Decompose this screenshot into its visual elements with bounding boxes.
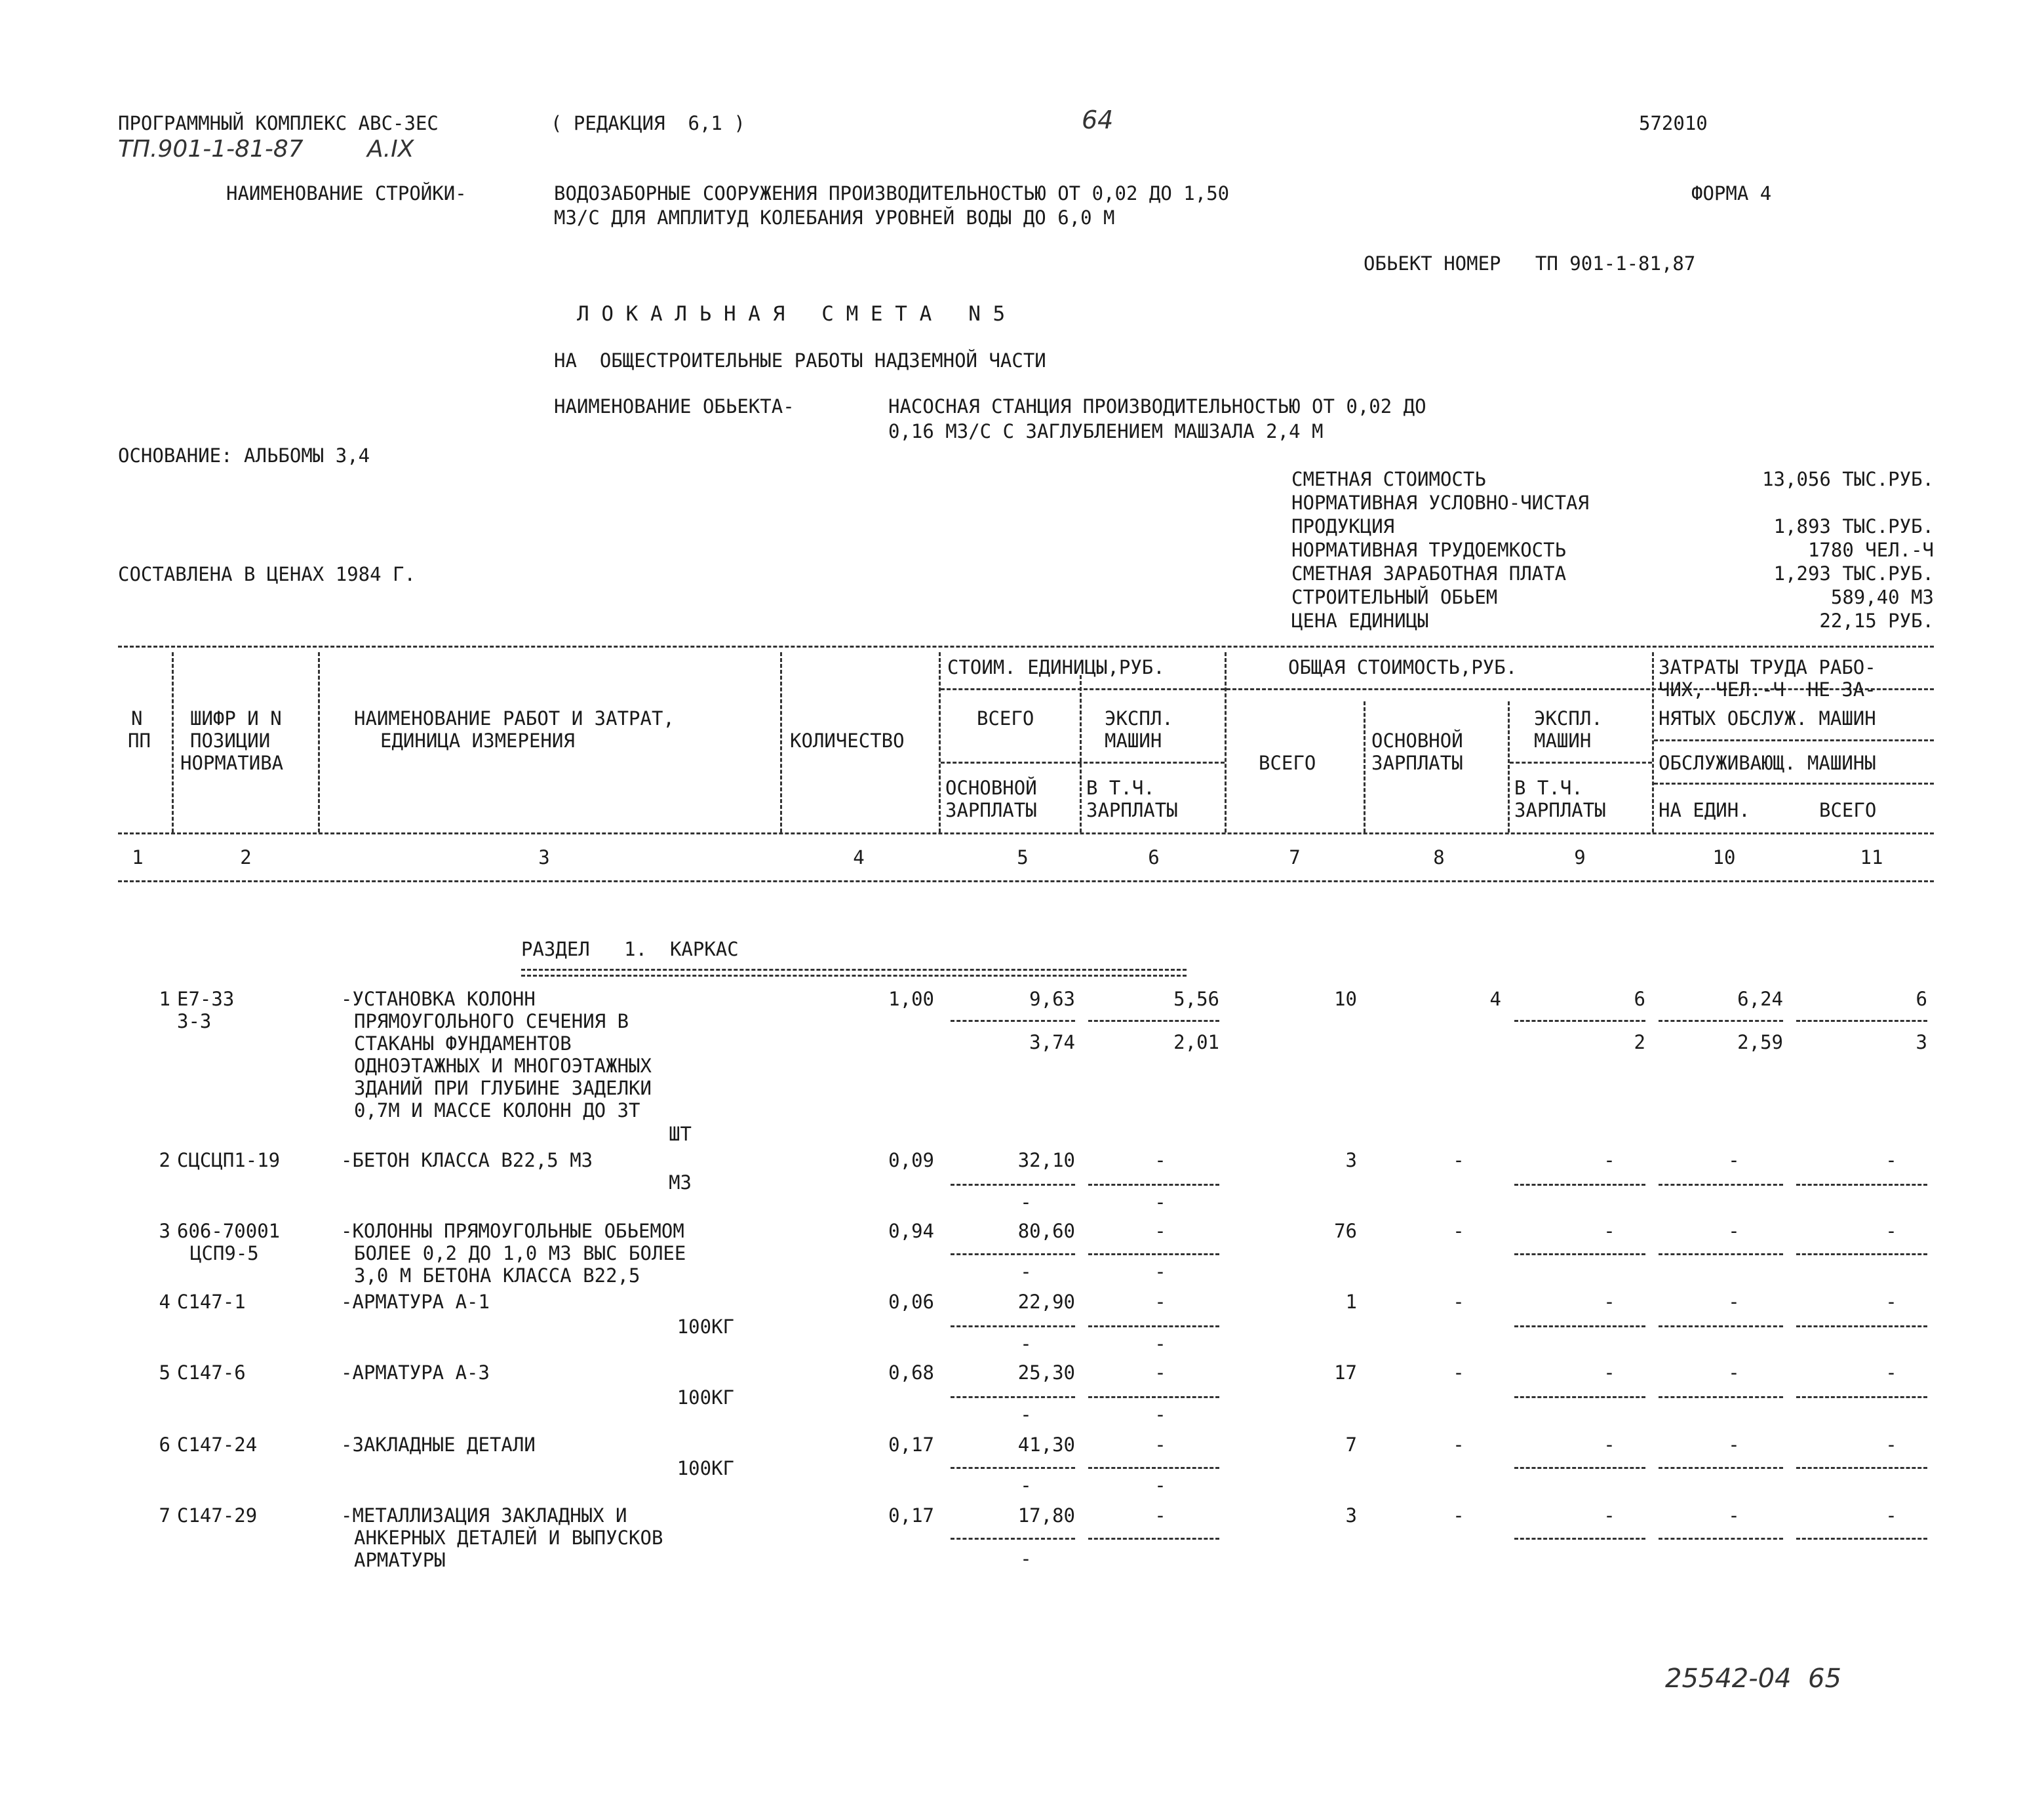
row-labor-unit: -	[1728, 1291, 1740, 1313]
building-name-line2: М3/С ДЛЯ АМПЛИТУД КОЛЕБАНИЯ УРОВНЕЙ ВОДЫ ДО 6,0 М	[554, 206, 1115, 229]
row-unit-total: 17,80	[1017, 1504, 1075, 1527]
row-labor-total: -	[1885, 1291, 1897, 1313]
row-name: -БЕТОН КЛАССА В22,5 М3	[341, 1149, 593, 1171]
row-unit-incl: -	[1154, 1260, 1166, 1283]
row-name: -КОЛОННЫ ПРЯМОУГОЛЬНЫЕ ОБЬЕМОМ	[341, 1220, 684, 1242]
row-qty: 0,68	[888, 1361, 934, 1384]
row-unit-base: -	[1020, 1403, 1032, 1426]
row-number: 4	[159, 1291, 170, 1313]
col-number: 6	[1148, 846, 1160, 869]
col-total-all-header: ВСЕГО	[1259, 752, 1316, 774]
row-unit-base: -	[1020, 1474, 1032, 1496]
row-name: ЗДАНИЙ ПРИ ГЛУБИНЕ ЗАДЕЛКИ	[354, 1077, 652, 1099]
col-labor-header: ЗАТРАТЫ ТРУДА РАБО-	[1659, 656, 1876, 678]
col-number: 5	[1017, 846, 1029, 869]
row-qty: 1,00	[888, 988, 934, 1010]
row-unit-mach: -	[1154, 1434, 1166, 1456]
object-name-line1: НАСОСНАЯ СТАНЦИЯ ПРОИЗВОДИТЕЛЬНОСТЬЮ ОТ 0,02 ДО	[888, 395, 1426, 418]
row-unit-total: 80,60	[1017, 1220, 1075, 1242]
col-number: 2	[240, 846, 252, 869]
col-labor-total-header: ВСЕГО	[1819, 799, 1877, 821]
row-total-base: -	[1453, 1504, 1464, 1527]
row-unit-total: 22,90	[1017, 1291, 1075, 1313]
row-labor-total: 6	[1916, 988, 1927, 1010]
row-unit-base: -	[1020, 1333, 1032, 1355]
summary-value: 1,893 ТЫС.РУБ.	[1773, 515, 1934, 537]
col-total-base-header: ЗАРПЛАТЫ	[1371, 752, 1463, 774]
row-unit-base: 3,74	[1029, 1031, 1075, 1053]
col-total-mach-header: ЭКСПЛ.	[1534, 707, 1603, 730]
row-number: 3	[159, 1220, 170, 1242]
row-unit-mach: -	[1154, 1504, 1166, 1527]
row-unit-incl: 2,01	[1173, 1031, 1219, 1053]
row-unit-mach: 5,56	[1173, 988, 1219, 1010]
row-labor-unit-mach: 2,59	[1737, 1031, 1783, 1053]
row-name: АРМАТУРЫ	[354, 1549, 446, 1571]
row-unit: 100КГ	[677, 1457, 734, 1479]
row-code: ЦСП9-5	[190, 1242, 259, 1264]
col-code-header: ПОЗИЦИИ	[190, 730, 271, 752]
col-number: 1	[132, 846, 144, 869]
row-qty: 0,06	[888, 1291, 934, 1313]
row-total-base: 4	[1489, 988, 1501, 1010]
row-labor-total: -	[1885, 1149, 1897, 1171]
row-unit-total: 41,30	[1017, 1434, 1075, 1456]
row-total-base: -	[1453, 1434, 1464, 1456]
row-code: Е7-33	[177, 988, 235, 1010]
row-code: С147-29	[177, 1504, 258, 1527]
col-number: 11	[1860, 846, 1883, 869]
col-code-header: НОРМАТИВА	[180, 752, 284, 774]
estimate-subtitle: НА ОБЩЕСТРОИТЕЛЬНЫЕ РАБОТЫ НАДЗЕМНОЙ ЧАСТИ	[554, 349, 1046, 372]
row-labor-unit: -	[1728, 1504, 1740, 1527]
summary-label: СМЕТНАЯ СТОИМОСТЬ	[1291, 468, 1486, 490]
row-name: -АРМАТУРА А-3	[341, 1361, 490, 1384]
col-total-incl-header: ЗАРПЛАТЫ	[1514, 799, 1606, 821]
row-labor-unit: -	[1728, 1361, 1740, 1384]
row-name: БОЛЕЕ 0,2 ДО 1,0 М3 ВЫС БОЛЕЕ	[354, 1242, 686, 1264]
row-name: -АРМАТУРА А-1	[341, 1291, 490, 1313]
object-label: НАИМЕНОВАНИЕ ОБЬЕКТА-	[554, 395, 795, 418]
col-labor-mach-header: ОБСЛУЖИВАЮЩ. МАШИНЫ	[1659, 752, 1876, 774]
col-number: 3	[538, 846, 550, 869]
row-total-mach: -	[1603, 1504, 1615, 1527]
page-number: 64	[1082, 106, 1114, 134]
handwritten-project-code: ТП.901-1-81-87	[118, 136, 304, 163]
row-number: 5	[159, 1361, 170, 1384]
row-code: 3-3	[177, 1010, 212, 1032]
handwritten-album: А.IX	[367, 136, 414, 163]
row-labor-total: -	[1885, 1434, 1897, 1456]
building-label: НАИМЕНОВАНИЕ СТРОЙКИ-	[226, 182, 467, 205]
handwritten-footer-note: 25542-04 65	[1665, 1664, 1841, 1694]
row-total-mach: -	[1603, 1220, 1615, 1242]
row-number: 1	[159, 988, 170, 1010]
row-name: -УСТАНОВКА КОЛОНН	[341, 988, 536, 1010]
row-labor-unit: -	[1728, 1149, 1740, 1171]
summary-label: ЦЕНА ЕДИНИЦЫ	[1291, 610, 1429, 632]
row-total: 10	[1334, 988, 1357, 1010]
row-labor-unit: -	[1728, 1434, 1740, 1456]
row-labor-unit: 6,24	[1737, 988, 1783, 1010]
col-name-header: НАИМЕНОВАНИЕ РАБОТ И ЗАТРАТ,	[354, 707, 675, 730]
col-total-mach-header: МАШИН	[1534, 730, 1592, 752]
row-total: 3	[1345, 1149, 1357, 1171]
row-unit-mach: -	[1154, 1149, 1166, 1171]
summary-label: НОРМАТИВНАЯ ТРУДОЕМКОСТЬ	[1291, 539, 1567, 561]
summary-value: 13,056 ТЫС.РУБ.	[1762, 468, 1934, 490]
summary-value: 589,40 М3	[1830, 586, 1934, 608]
row-labor-total-mach: 3	[1916, 1031, 1927, 1053]
row-code: СЦСЦП1-19	[177, 1149, 281, 1171]
row-name: ОДНОЭТАЖНЫХ И МНОГОЭТАЖНЫХ	[354, 1055, 652, 1077]
row-unit-mach: -	[1154, 1220, 1166, 1242]
row-name: ПРЯМОУГОЛЬНОГО СЕЧЕНИЯ В	[354, 1010, 629, 1032]
basis-note: ОСНОВАНИЕ: АЛЬБОМЫ 3,4	[118, 444, 370, 467]
row-number: 2	[159, 1149, 170, 1171]
col-labor-header: НЯТЫХ ОБСЛУЖ. МАШИН	[1659, 707, 1876, 730]
row-total-base: -	[1453, 1149, 1464, 1171]
row-total: 17	[1334, 1361, 1357, 1384]
row-total-mach: -	[1603, 1291, 1615, 1313]
row-unit-total: 9,63	[1029, 988, 1075, 1010]
row-total-mach: -	[1603, 1149, 1615, 1171]
col-number: 10	[1712, 846, 1736, 869]
row-total: 7	[1345, 1434, 1357, 1456]
row-unit: 100КГ	[677, 1316, 734, 1338]
row-labor-unit: -	[1728, 1220, 1740, 1242]
edition-label: ( РЕДАКЦИЯ 6,1 )	[551, 112, 745, 134]
row-qty: 0,09	[888, 1149, 934, 1171]
document-code: 572010	[1639, 112, 1708, 134]
col-qty-header: КОЛИЧЕСТВО	[790, 730, 905, 752]
summary-label: НОРМАТИВНАЯ УСЛОВНО-ЧИСТАЯ	[1291, 492, 1589, 514]
col-unit-total-header: ВСЕГО	[977, 707, 1034, 730]
row-unit-mach: -	[1154, 1291, 1166, 1313]
row-unit: ШТ	[669, 1123, 692, 1145]
row-unit-base: -	[1020, 1548, 1032, 1570]
row-total: 3	[1345, 1504, 1357, 1527]
col-labor-header: ЧИХ, ЧЕЛ.-Ч НЕ ЗА-	[1659, 678, 1876, 701]
row-labor-total: -	[1885, 1220, 1897, 1242]
row-name: 0,7М И МАССЕ КОЛОНН ДО 3Т	[354, 1099, 640, 1122]
summary-value: 1780 ЧЕЛ.-Ч	[1807, 539, 1934, 561]
row-name: 3,0 М БЕТОНА КЛАССА В22,5	[354, 1264, 640, 1287]
summary-label: СМЕТНАЯ ЗАРАБОТНАЯ ПЛАТА	[1291, 562, 1567, 585]
col-labor-unit-header: НА ЕДИН.	[1659, 799, 1750, 821]
col-name-header: ЕДИНИЦА ИЗМЕРЕНИЯ	[380, 730, 575, 752]
row-total: 1	[1345, 1291, 1357, 1313]
col-total-cost-header: ОБЩАЯ СТОИМОСТЬ,РУБ.	[1288, 656, 1518, 678]
row-total-base: -	[1453, 1291, 1464, 1313]
col-unit-base-header: ЗАРПЛАТЫ	[945, 799, 1037, 821]
col-unit-mach-header: МАШИН	[1105, 730, 1162, 752]
row-name: АНКЕРНЫХ ДЕТАЛЕЙ И ВЫПУСКОВ	[354, 1527, 663, 1549]
row-code: С147-1	[177, 1291, 246, 1313]
building-name-line1: ВОДОЗАБОРНЫЕ СООРУЖЕНИЯ ПРОИЗВОДИТЕЛЬНОСТЬЮ ОТ 0,02 ДО 1,50	[554, 182, 1230, 205]
row-total-mach: 6	[1634, 988, 1645, 1010]
col-unit-cost-header: СТОИМ. ЕДИНИЦЫ,РУБ.	[947, 656, 1165, 678]
col-number: 4	[853, 846, 865, 869]
col-total-incl-header: В Т.Ч.	[1514, 777, 1583, 799]
section-underline	[521, 969, 1187, 977]
summary-value: 1,293 ТЫС.РУБ.	[1773, 562, 1934, 585]
section-title: РАЗДЕЛ 1. КАРКАС	[521, 938, 739, 960]
col-n-header: ПП	[128, 730, 151, 752]
row-total-base: -	[1453, 1361, 1464, 1384]
summary-label: ПРОДУКЦИЯ	[1291, 515, 1395, 537]
row-unit-incl: -	[1154, 1403, 1166, 1426]
row-unit-total: 25,30	[1017, 1361, 1075, 1384]
row-total: 76	[1334, 1220, 1357, 1242]
col-total-base-header: ОСНОВНОЙ	[1371, 730, 1463, 752]
col-unit-incl-header: ЗАРПЛАТЫ	[1086, 799, 1178, 821]
row-code: С147-24	[177, 1434, 258, 1456]
row-name: СТАКАНЫ ФУНДАМЕНТОВ	[354, 1032, 572, 1055]
col-unit-base-header: ОСНОВНОЙ	[945, 777, 1037, 799]
row-name: -МЕТАЛЛИЗАЦИЯ ЗАКЛАДНЫХ И	[341, 1504, 627, 1527]
row-unit-incl: -	[1154, 1333, 1166, 1355]
row-qty: 0,17	[888, 1434, 934, 1456]
row-qty: 0,94	[888, 1220, 934, 1242]
row-unit-base: -	[1020, 1191, 1032, 1213]
row-name: -ЗАКЛАДНЫЕ ДЕТАЛИ	[341, 1434, 536, 1456]
object-number: ОБЬЕКТ НОМЕР ТП 901-1-81,87	[1364, 252, 1696, 275]
row-unit-base: -	[1020, 1260, 1032, 1283]
col-code-header: ШИФР И N	[190, 707, 282, 730]
col-number: 7	[1289, 846, 1301, 869]
program-name: ПРОГРАММНЫЙ КОМПЛЕКС АВС-3ЕС	[118, 112, 439, 134]
row-unit: 100КГ	[677, 1386, 734, 1409]
object-name-line2: 0,16 М3/С С ЗАГЛУБЛЕНИЕМ МАШЗАЛА 2,4 М	[888, 420, 1324, 442]
summary-label: СТРОИТЕЛЬНЫЙ ОБЬЕМ	[1291, 586, 1498, 608]
col-number: 8	[1433, 846, 1445, 869]
col-unit-mach-header: ЭКСПЛ.	[1105, 707, 1173, 730]
col-unit-incl-header: В Т.Ч.	[1086, 777, 1155, 799]
col-number: 9	[1574, 846, 1586, 869]
row-labor-total: -	[1885, 1361, 1897, 1384]
form-label: ФОРМА 4	[1691, 182, 1772, 205]
row-unit-total: 32,10	[1017, 1149, 1075, 1171]
row-number: 6	[159, 1434, 170, 1456]
row-total-base: -	[1453, 1220, 1464, 1242]
row-unit-mach: -	[1154, 1361, 1166, 1384]
prices-note: СОСТАВЛЕНА В ЦЕНАХ 1984 Г.	[118, 563, 416, 585]
row-total-mach: -	[1603, 1361, 1615, 1384]
row-unit: М3	[669, 1171, 692, 1194]
row-code: 606-70001	[177, 1220, 281, 1242]
row-unit-incl: -	[1154, 1474, 1166, 1496]
row-total-mach: -	[1603, 1434, 1615, 1456]
col-n-header: N	[131, 707, 143, 730]
row-number: 7	[159, 1504, 170, 1527]
summary-value: 22,15 РУБ.	[1819, 610, 1934, 632]
row-labor-total: -	[1885, 1504, 1897, 1527]
row-qty: 0,17	[888, 1504, 934, 1527]
row-total-incl: 2	[1634, 1031, 1645, 1053]
row-unit-incl: -	[1154, 1191, 1166, 1213]
estimate-title: Л О К А Л Ь Н А Я С М Е Т А N 5	[577, 302, 1006, 326]
row-code: С147-6	[177, 1361, 246, 1384]
